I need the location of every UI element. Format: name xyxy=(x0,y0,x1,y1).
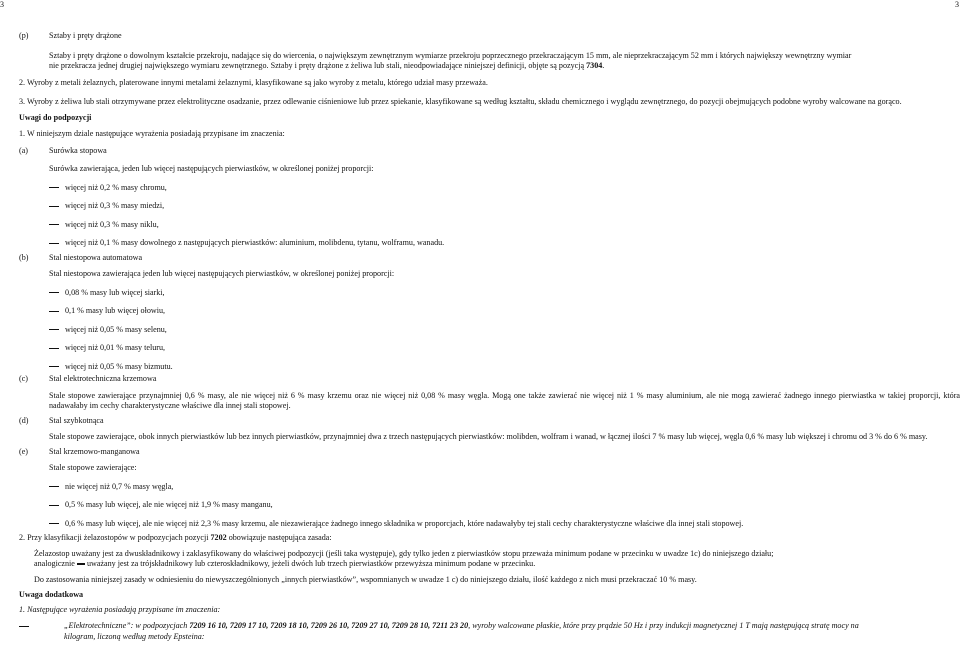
item-a-heading: (a) Surówka stopowa xyxy=(19,145,107,155)
subheading-note-1: 1. W niniejszym dziale następujące wyrażenia posiadają przypisane im znaczenia: xyxy=(19,129,285,138)
dash-bullet-icon xyxy=(49,243,59,244)
dash-bullet-icon xyxy=(49,187,59,188)
list-item: 0,6 % masy lub więcej, ale nie więcej niż 2,3 % masy krzemu, ale niezawierające żadnego innego składnika w proporcjach, które nadawałyby tej stali cechy charakterystyczne właściwe dla innej stali stopowej. xyxy=(49,519,960,530)
page-number-right: 3 xyxy=(955,0,959,9)
item-b-intro: Stal niestopowa zawierająca jeden lub więcej następujących pierwiastków, w określonej poniżej proporcji: xyxy=(49,269,395,278)
item-c-heading: (c) Stal elektrotechniczna krzemowa xyxy=(19,374,157,383)
additional-note-title: Uwaga dodatkowa xyxy=(19,590,84,599)
list-item: więcej niż 0,01 % masy teluru, xyxy=(49,343,960,354)
ferroalloy-rule-1: Żelazostop uważany jest za dwuskładnikowy i zaklasyfikowany do właściwej podpozycji (jeśli taka występuje), gdy tylko jeden z pierwiastków stopu przeważa minimum podane w przecinku w uwadze 1c) do niniejszego działu; xyxy=(34,548,774,558)
dash-icon xyxy=(77,563,85,565)
dash-bullet-icon xyxy=(49,523,59,524)
item-a-intro: Surówka zawierająca, jeden lub więcej następujących pierwiastków, w określonej poniżej proporcji: xyxy=(49,164,374,173)
additional-note-1: 1. Następujące wyrażenia posiadają przypisane im znaczenia: xyxy=(19,604,221,614)
dash-bullet-icon xyxy=(49,292,59,293)
note-3: 3. Wyroby z żeliwa lub stali otrzymywane przez elektrolityczne osadzanie, przez odlewanie ciśnieniowe lub przez spiekanie, klasyfikowane są według kształtu, składu chemicznego i wyglądu zewnętrznego, do pozycji obejmujących podobne wyroby walcowane na gorąco. xyxy=(19,97,902,106)
dash-bullet-icon xyxy=(49,486,59,487)
ferroalloy-rule-2: analogicznie uważany jest za trójskładnikowy lub czteroskładnikowy, jeżeli dwóch lub trzech pierwiastków przewyższa minimum podane w przecinku. xyxy=(34,559,536,568)
item-b-list xyxy=(19,288,960,373)
list-item: więcej niż 0,05 % masy selenu, xyxy=(49,325,960,336)
ferroalloy-rule-3: Do zastosowania niniejszej zasady w odniesieniu do niewyszczególnionych „innych pierwiastków”, wspomnianych w uwadze 1 c) do niniejszego działu, ilość każdego z nich musi przekraczać 10 % masy. xyxy=(34,574,697,584)
item-a-list xyxy=(19,183,960,249)
list-item: „Elektrotechniczne”: w podpozycjach 7209 16 10, 7209 17 10, 7209 18 10, 7209 26 10, 7209 27 10, 7209 28 10, 7211 23 20, wyroby walcowane płaskie, które przy prądzie 50 Hz i przy indukcji magnetycznej 1 T mają następującą stratę mocy na kilogram, liczoną według metody Epsteina: xyxy=(19,621,960,642)
p-definition-line1: Sztaby i pręty drążone o dowolnym kształcie przekroju, nadające się do wiercenia, o największym zewnętrznym wymiarze przekroju poprzecznego przekraczającym 15 mm, ale nieprzekraczającym 52 mm i których największy wewnętrzny wymiar xyxy=(49,50,852,60)
item-e-list xyxy=(19,482,960,530)
item-e-intro: Stale stopowe zawierające: xyxy=(49,463,137,472)
list-item: więcej niż 0,2 % masy chromu, xyxy=(49,183,960,194)
list-item: 0,5 % masy lub więcej, ale nie więcej niż 1,9 % masy manganu, xyxy=(49,500,960,511)
dash-bullet-icon xyxy=(49,505,59,506)
list-item: 0,08 % masy lub więcej siarki, xyxy=(49,288,960,299)
p-definition-line2: nie przekracza jednej drugiej największego wymiaru zewnętrznego. Sztaby i pręty drążone z żeliwa lub stali, nieodpowiadające niniejszej definicji, objęte są pozycją 7304. xyxy=(49,61,605,70)
item-b-heading: (b) Stal niestopowa automatowa xyxy=(19,252,143,262)
section-p-heading: (p) Sztaby i pręty drążone xyxy=(19,31,122,40)
dash-bullet-icon xyxy=(49,329,59,330)
note-2: 2. Wyroby z metali żelaznych, platerowane innymi metalami żelaznymi, klasyfikowane są jako wyroby z metalu, którego udział masy przeważa. xyxy=(19,77,488,87)
list-item: więcej niż 0,3 % masy niklu, xyxy=(49,220,960,231)
dash-bullet-icon xyxy=(49,206,59,207)
list-item: więcej niż 0,1 % masy dowolnego z następujących pierwiastków: aluminium, molibdenu, tytanu, wolframu, wanadu. xyxy=(49,238,960,249)
subheading-notes: Uwagi do podpozycji xyxy=(19,112,92,122)
item-d-heading: (d) Stal szybkotnąca xyxy=(19,415,104,425)
item-e-heading: (e) Stal krzemowo-manganowa xyxy=(19,446,140,456)
list-item: więcej niż 0,05 % masy bizmutu. xyxy=(49,362,960,373)
dash-bullet-icon xyxy=(49,224,59,225)
dash-bullet-icon xyxy=(49,311,59,312)
dash-bullet-icon xyxy=(49,348,59,349)
item-d-text: Stale stopowe zawierające, obok innych pierwiastków lub bez innych pierwiastków, przynajmniej dwa z trzech następujących pierwiastków: molibden, wolfram i wanad, w łącznej ilości 7 % masy lub więcej, węgla 0,6 % masy lub większej i chromu od 3 % do 6 % masy. xyxy=(49,432,928,441)
list-item: 0,1 % masy lub więcej ołowiu, xyxy=(49,306,960,317)
document-page xyxy=(19,15,960,642)
subheading-note-2: 2. Przy klasyfikacji żelazostopów w podpozycjach pozycji 7202 obowiązuje następująca zasada: xyxy=(19,533,332,542)
list-item: więcej niż 0,3 % masy miedzi, xyxy=(49,201,960,212)
dash-bullet-icon xyxy=(49,366,59,367)
page-number-left: 3 xyxy=(0,0,4,9)
dash-bullet-icon xyxy=(19,626,29,627)
list-item: nie więcej niż 0,7 % masy węgla, xyxy=(49,482,960,493)
item-c-text: Stale stopowe zawierające przynajmniej 0,6 % masy, ale nie więcej niż 6 % masy krzemu oraz nie więcej niż 0,08 % masy węgla. Mogą one także zawierać nie więcej niż 1 % masy aluminium, ale nie mogą zawierać żadnego innego pierwiastka w takiej proporcji, która nadawałaby im cechy charakterystyczne właściwe dla innej stali stopowej. xyxy=(49,390,960,410)
